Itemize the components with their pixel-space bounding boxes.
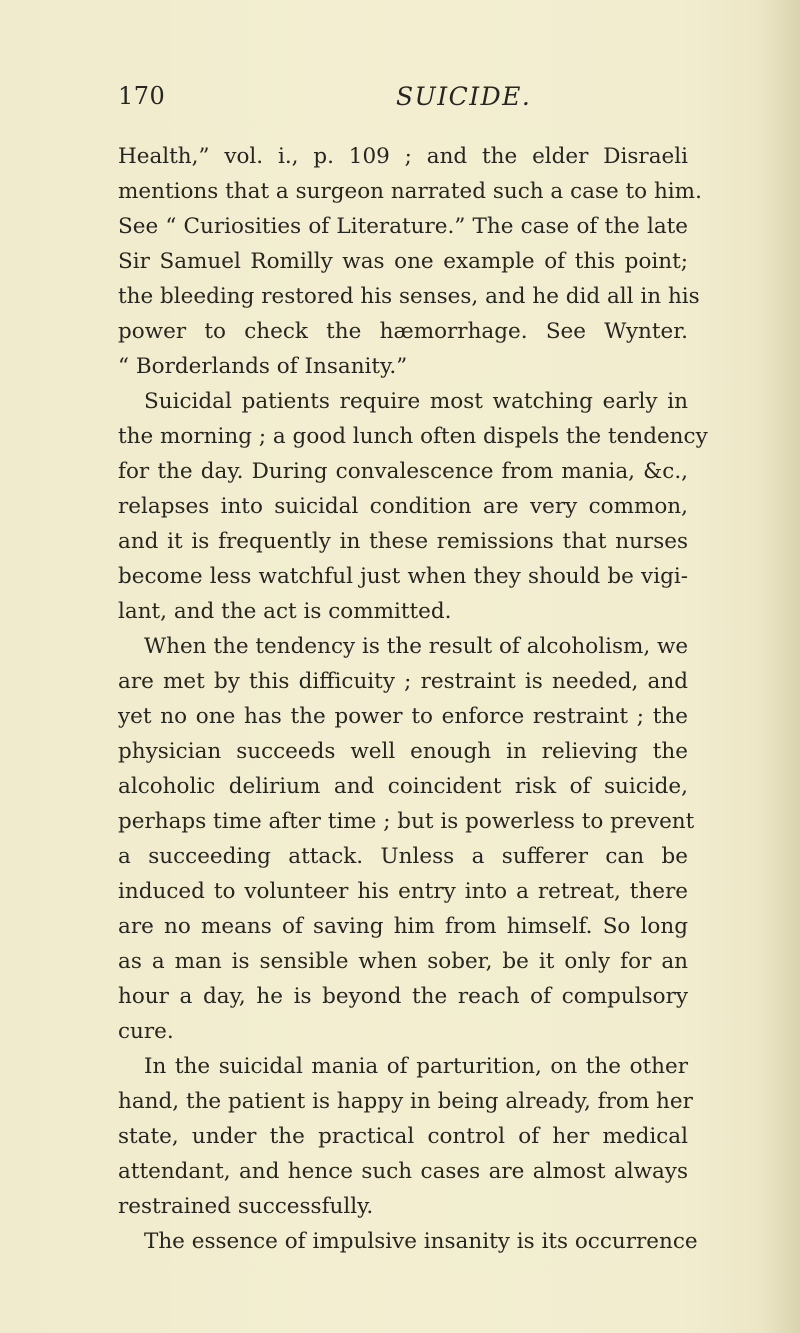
text-line: perhaps time after time ; but is powerless to prevent xyxy=(118,809,695,834)
text-line: state, under the practical control of her medical xyxy=(118,1124,688,1149)
paragraph-start-line: Suicidal patients require most watching early in xyxy=(144,389,688,414)
paragraph-start-line: In the suicidal mania of parturition, on the other xyxy=(144,1054,688,1079)
text-line: lant, and the act is committed. xyxy=(118,599,452,624)
text-line: the bleeding restored his senses, and he did all in his xyxy=(118,284,700,309)
text-line: and it is frequently in these remissions that nurses xyxy=(118,529,688,554)
text-line: hand, the patient is happy in being already, from her xyxy=(118,1089,693,1114)
text-line: a succeeding attack. Unless a sufferer can be xyxy=(118,844,688,869)
text-line: relapses into suicidal condition are very common, xyxy=(118,494,688,519)
text-line: yet no one has the power to enforce restraint ; the xyxy=(118,704,688,729)
page-number: 170 xyxy=(118,82,166,110)
paragraph-start-line: The essence of impulsive insanity is its occurrence xyxy=(144,1229,698,1254)
text-line: restrained successfully. xyxy=(118,1194,374,1219)
text-line: are met by this difficuity ; restraint is needed, and xyxy=(118,669,688,694)
page-edge-shadow xyxy=(760,0,800,1333)
text-line: the morning ; a good lunch often dispels the tendency xyxy=(118,424,708,449)
text-line: cure. xyxy=(118,1019,174,1044)
text-line: attendant, and hence such cases are almost always xyxy=(118,1159,688,1184)
page-header-title: SUICIDE. xyxy=(396,82,532,111)
text-line: Health,” vol. i., p. 109 ; and the elder Disraeli xyxy=(118,144,688,169)
paragraph-start-line: When the tendency is the result of alcoholism, we xyxy=(144,634,689,659)
text-line: power to check the hæmorrhage. See Wynter. xyxy=(118,319,688,344)
text-line: are no means of saving him from himself. So long xyxy=(118,914,688,939)
text-line: Sir Samuel Romilly was one example of this point; xyxy=(118,249,688,274)
text-line: “ Borderlands of Insanity.” xyxy=(118,354,408,379)
text-line: See “ Curiosities of Literature.” The case of the late xyxy=(118,214,688,239)
text-line: mentions that a surgeon narrated such a case to him. xyxy=(118,179,702,204)
text-line: induced to volunteer his entry into a retreat, there xyxy=(118,879,688,904)
text-line: hour a day, he is beyond the reach of compulsory xyxy=(118,984,688,1009)
text-line: for the day. During convalescence from mania, &c., xyxy=(118,459,688,484)
running-head xyxy=(118,82,678,116)
text-line: alcoholic delirium and coincident risk of suicide, xyxy=(118,774,688,799)
body-text xyxy=(118,139,708,1259)
text-line: physician succeeds well enough in relieving the xyxy=(118,739,688,764)
text-line: as a man is sensible when sober, be it only for an xyxy=(118,949,688,974)
text-line: become less watchful just when they should be vigi- xyxy=(118,564,688,589)
